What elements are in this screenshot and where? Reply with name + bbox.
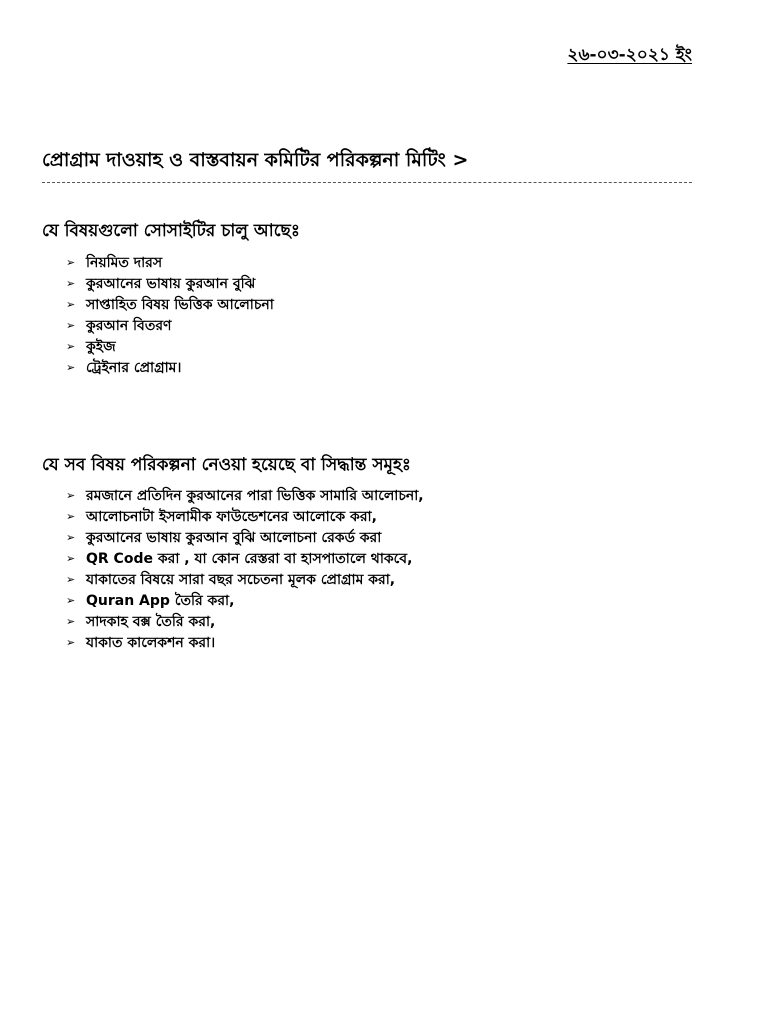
- list-item-text: সাপ্তাহিত বিষয় ভিত্তিক আলোচনা: [86, 296, 274, 313]
- list-item-text: রমজানে প্রতিদিন কুরআনের পারা ভিত্তিক সামারি আলোচনা,: [86, 487, 424, 504]
- arrow-bullet-icon: ➢: [66, 277, 76, 290]
- list-item-text: আলোচনাটা ইসলামীক ফাউন্ডেশনের আলোকে করা,: [86, 508, 377, 525]
- list-item-text: কুইজ: [86, 338, 116, 355]
- arrow-bullet-icon: ➢: [66, 298, 76, 311]
- document-title: প্রোগ্রাম দাওয়াহ ও বাস্তবায়ন কমিটির পরিকল্পনা মিটিং >: [42, 146, 692, 183]
- list-item: [66, 315, 274, 336]
- arrow-bullet-icon: ➢: [66, 615, 76, 628]
- list-item-text: কুরআনের ভাষায় কুরআন বুঝি আলোচনা রেকর্ড করা: [86, 529, 382, 546]
- section-heading-ongoing: যে বিষয়গুলো সোসাইটির চালু আছেঃ: [42, 221, 300, 241]
- list-item-text: কুরআন বিতরণ: [86, 317, 172, 334]
- list-item: [66, 273, 274, 294]
- arrow-bullet-icon: ➢: [66, 552, 76, 565]
- list-item: [66, 527, 424, 548]
- list-item: [66, 252, 274, 273]
- list-item-text: যাকাত কালেকশন করা।: [86, 634, 216, 651]
- list-item: [66, 611, 424, 632]
- list-item: [66, 590, 424, 611]
- list-item-text: সাদকাহ বক্স তৈরি করা,: [86, 613, 216, 630]
- arrow-bullet-icon: ➢: [66, 361, 76, 374]
- list-item: [66, 336, 274, 357]
- arrow-bullet-icon: ➢: [66, 319, 76, 332]
- list-item: [66, 548, 424, 569]
- list-item: [66, 357, 274, 378]
- section-heading-planned: যে সব বিষয় পরিকল্পনা নেওয়া হয়েছে বা সিদ্ধান্ত সমূহঃ: [42, 455, 411, 475]
- planned-decisions-list: [66, 485, 424, 653]
- arrow-bullet-icon: ➢: [66, 531, 76, 544]
- list-item: [66, 485, 424, 506]
- arrow-bullet-icon: ➢: [66, 340, 76, 353]
- list-item-text: নিয়মিত দারস: [86, 254, 163, 271]
- arrow-bullet-icon: ➢: [66, 510, 76, 523]
- list-item-text: কুরআনের ভাষায় কুরআন বুঝি: [86, 275, 256, 292]
- arrow-bullet-icon: ➢: [66, 573, 76, 586]
- list-item-text: ট্রেইনার প্রোগ্রাম।: [86, 359, 182, 376]
- arrow-bullet-icon: ➢: [66, 489, 76, 502]
- document-date: ২৬-০৩-২০২১ ইং: [567, 45, 692, 65]
- ongoing-activities-list: [66, 252, 274, 378]
- list-item-text: Quran App তৈরি করা,: [86, 592, 235, 609]
- arrow-bullet-icon: ➢: [66, 256, 76, 269]
- arrow-bullet-icon: ➢: [66, 594, 76, 607]
- list-item: [66, 506, 424, 527]
- list-item: [66, 294, 274, 315]
- list-item: [66, 569, 424, 590]
- list-item: [66, 632, 424, 653]
- list-item-text: যাকাতের বিষয়ে সারা বছর সচেতনা মূলক প্রোগ্রাম করা,: [86, 571, 396, 588]
- arrow-bullet-icon: ➢: [66, 636, 76, 649]
- list-item-text: QR Code করা , যা কোন রেস্তরা বা হাসপাতালে থাকবে,: [86, 550, 413, 567]
